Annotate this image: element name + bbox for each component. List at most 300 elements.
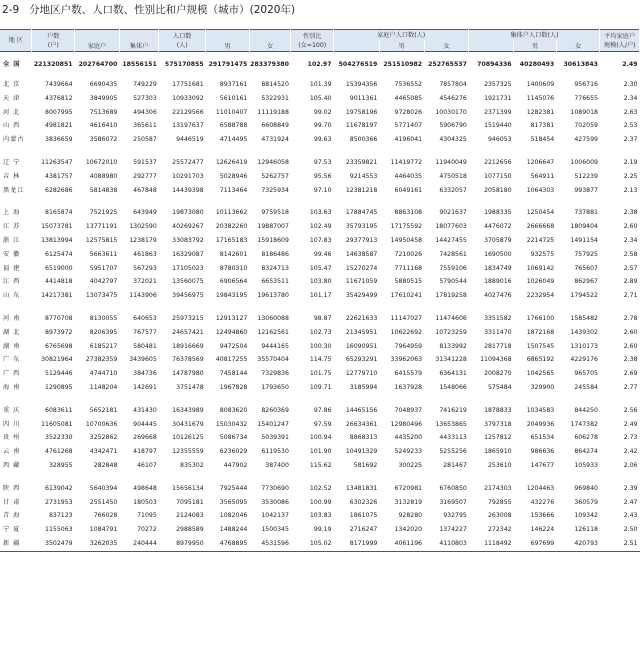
table-cell: 965705 bbox=[574, 370, 598, 378]
region-name: 西 藏 bbox=[3, 461, 21, 469]
table-cell: 26634361 bbox=[345, 420, 378, 428]
table-cell: 12355559 bbox=[172, 448, 204, 456]
table-cell: 6588788 bbox=[219, 122, 248, 130]
table-cell: 202764700 bbox=[78, 61, 118, 68]
region-name: 河 北 bbox=[3, 108, 21, 116]
table-cell: 864274 bbox=[574, 448, 598, 456]
table-cell: 13560075 bbox=[172, 278, 204, 286]
table-cell: 518454 bbox=[530, 136, 555, 144]
table-cell: 1865910 bbox=[484, 448, 512, 456]
table-cell: 12381218 bbox=[345, 186, 378, 194]
table-cell: 3502479 bbox=[45, 539, 73, 547]
table-cell: 115.62 bbox=[309, 461, 332, 469]
table-cell: 3311470 bbox=[484, 328, 512, 336]
table-cell: 282848 bbox=[93, 461, 118, 469]
table-cell: 4714495 bbox=[219, 136, 248, 144]
header-households: 户数 (户) bbox=[32, 30, 75, 52]
table-cell: 6906564 bbox=[219, 278, 248, 286]
table-cell: 13073475 bbox=[85, 292, 118, 300]
table-cell: 2.56 bbox=[623, 406, 638, 414]
table-row bbox=[0, 381, 640, 395]
table-cell: 3132819 bbox=[394, 498, 423, 506]
table-cell: 15918609 bbox=[257, 236, 289, 244]
table-cell: 6865192 bbox=[526, 356, 555, 364]
header-avg-household-size: 平均家庭户 规模(人/户) bbox=[600, 30, 640, 52]
row-spacer bbox=[0, 395, 640, 404]
region-name: 河 南 bbox=[3, 314, 21, 322]
table-cell: 4088980 bbox=[89, 172, 118, 180]
header-family-total bbox=[334, 41, 380, 52]
spacer-cell bbox=[0, 303, 640, 312]
table-cell: 2371399 bbox=[484, 108, 512, 116]
region-name: 安 徽 bbox=[3, 250, 21, 258]
table-cell: 3351582 bbox=[484, 314, 512, 322]
table-cell: 9021637 bbox=[439, 209, 467, 217]
table-cell: 6282686 bbox=[45, 186, 73, 194]
table-cell: 6332057 bbox=[439, 186, 467, 194]
table-cell: 18077603 bbox=[435, 223, 467, 231]
table-cell: 564911 bbox=[530, 172, 555, 180]
table-cell: 4744710 bbox=[89, 370, 118, 378]
table-cell: 263008 bbox=[488, 512, 512, 520]
header-family-households: 家庭户 bbox=[75, 41, 120, 52]
table-cell: 8937161 bbox=[219, 81, 248, 88]
region-name: 广 东 bbox=[3, 356, 21, 364]
table-cell: 1500345 bbox=[261, 526, 289, 534]
table-cell: 102.49 bbox=[309, 223, 332, 231]
table-cell: 365611 bbox=[133, 122, 157, 130]
table-cell: 986636 bbox=[530, 448, 555, 456]
table-cell: 99.02 bbox=[313, 108, 332, 116]
table-cell: 269668 bbox=[133, 434, 157, 442]
table-cell: 432276 bbox=[530, 498, 555, 506]
table-cell: 105.47 bbox=[309, 264, 332, 272]
table-cell: 4531596 bbox=[261, 539, 289, 547]
table-cell: 2.51 bbox=[623, 539, 638, 547]
table-row bbox=[0, 445, 640, 459]
table-cell: 272342 bbox=[488, 526, 512, 534]
table-cell: 2731953 bbox=[45, 498, 73, 506]
table-cell: 2.49 bbox=[623, 420, 638, 428]
region-name: 辽 宁 bbox=[3, 158, 21, 166]
table-cell: 5814838 bbox=[89, 186, 118, 194]
table-cell: 1064303 bbox=[526, 186, 555, 194]
table-cell: 15401247 bbox=[257, 420, 289, 428]
table-cell: 153666 bbox=[530, 512, 555, 520]
table-cell: 14439398 bbox=[172, 186, 204, 194]
table-cell: 245584 bbox=[574, 383, 598, 391]
table-cell: 2.42 bbox=[623, 448, 638, 456]
table-cell: 792855 bbox=[488, 498, 512, 506]
table-cell: 33083792 bbox=[172, 236, 204, 244]
table-row bbox=[0, 509, 640, 523]
table-cell: 835302 bbox=[180, 461, 204, 469]
table-cell: 2232954 bbox=[526, 292, 555, 300]
table-cell: 3530086 bbox=[261, 498, 289, 506]
table-cell: 3262035 bbox=[89, 539, 118, 547]
table-cell: 114.75 bbox=[309, 356, 332, 364]
table-cell: 253610 bbox=[488, 461, 512, 469]
table-cell: 10030170 bbox=[435, 108, 467, 116]
table-cell: 7095181 bbox=[176, 498, 204, 506]
table-cell: 46107 bbox=[137, 461, 157, 469]
table-cell: 2.60 bbox=[623, 223, 638, 231]
table-cell: 4381757 bbox=[45, 172, 73, 180]
table-cell: 702059 bbox=[574, 122, 598, 130]
table-cell: 461863 bbox=[133, 250, 157, 258]
table-cell: 40817255 bbox=[215, 356, 248, 364]
table-cell: 2.30 bbox=[623, 81, 638, 88]
table-cell: 1042137 bbox=[261, 512, 289, 520]
table-cell: 1988335 bbox=[484, 209, 512, 217]
table-cell: 2.77 bbox=[623, 383, 638, 391]
table-cell: 427599 bbox=[574, 136, 598, 144]
table-cell: 2.38 bbox=[623, 209, 638, 217]
table-cell: 10622692 bbox=[390, 328, 423, 336]
table-cell: 360579 bbox=[574, 498, 598, 506]
table-cell: 766028 bbox=[93, 512, 118, 520]
table-cell: 24657421 bbox=[172, 328, 204, 336]
table-cell: 6049161 bbox=[394, 186, 423, 194]
header-family-female: 女 bbox=[424, 41, 469, 52]
table-cell: 11671059 bbox=[345, 278, 378, 286]
table-cell: 1082046 bbox=[219, 512, 248, 520]
table-cell: 329900 bbox=[530, 383, 555, 391]
table-cell: 99.46 bbox=[313, 250, 332, 258]
table-cell: 35793195 bbox=[345, 223, 378, 231]
table-cell: 10933092 bbox=[172, 94, 204, 102]
table-cell: 387400 bbox=[265, 461, 289, 469]
table-cell: 2.69 bbox=[623, 370, 638, 378]
table-cell: 99.70 bbox=[313, 122, 332, 130]
table-cell: 1861075 bbox=[349, 512, 378, 520]
table-cell: 40269267 bbox=[172, 223, 204, 231]
region-name: 上 海 bbox=[3, 209, 21, 217]
table-cell: 101.75 bbox=[309, 370, 332, 378]
table-cell: 5255256 bbox=[439, 448, 467, 456]
table-cell: 2.63 bbox=[623, 108, 638, 116]
table-cell: 6119530 bbox=[261, 448, 289, 456]
table-cell: 498648 bbox=[133, 484, 157, 492]
table-cell: 14217381 bbox=[41, 292, 73, 300]
table-cell: 5951707 bbox=[89, 264, 118, 272]
table-cell: 146224 bbox=[530, 526, 555, 534]
table-cell: 1250454 bbox=[526, 209, 555, 217]
table-cell: 8868313 bbox=[349, 434, 378, 442]
table-cell: 10672010 bbox=[85, 158, 118, 166]
table-cell: 11094368 bbox=[480, 356, 512, 364]
table-cell: 15656134 bbox=[172, 484, 204, 492]
table-cell: 2.58 bbox=[623, 250, 638, 258]
table-cell: 6415579 bbox=[394, 370, 423, 378]
region-name: 内蒙古 bbox=[3, 136, 25, 144]
table-cell: 12626419 bbox=[215, 158, 248, 166]
table-cell: 2.39 bbox=[623, 484, 638, 492]
table-row bbox=[0, 496, 640, 510]
table-cell: 2.89 bbox=[623, 278, 638, 286]
table-cell: 1488244 bbox=[219, 526, 248, 534]
region-name: 黑龙江 bbox=[3, 186, 25, 194]
table-cell: 1967828 bbox=[219, 383, 248, 391]
table-cell: 7711168 bbox=[394, 264, 423, 272]
table-cell: 14950458 bbox=[390, 236, 423, 244]
table-cell: 101.17 bbox=[309, 292, 332, 300]
table-cell: 13771191 bbox=[85, 223, 118, 231]
table-cell: 4465085 bbox=[394, 94, 423, 102]
table-cell: 1204463 bbox=[526, 484, 555, 492]
table-row bbox=[0, 459, 640, 473]
table-cell: 35570404 bbox=[257, 356, 289, 364]
table-cell: 7458144 bbox=[219, 370, 248, 378]
table-cell: 7416219 bbox=[439, 406, 467, 414]
table-cell: 4196041 bbox=[394, 136, 423, 144]
table-cell: 8142601 bbox=[219, 250, 248, 258]
table-cell: 8083620 bbox=[219, 406, 248, 414]
table-cell: 22129566 bbox=[172, 108, 204, 116]
table-cell: 1155063 bbox=[45, 526, 73, 534]
table-row bbox=[0, 92, 640, 106]
table-cell: 749229 bbox=[133, 81, 157, 88]
table-cell: 103.80 bbox=[309, 278, 332, 286]
table-cell: 328955 bbox=[48, 461, 73, 469]
table-cell: 22621633 bbox=[345, 314, 378, 322]
table-cell: 8979950 bbox=[176, 539, 204, 547]
table-cell: 4061196 bbox=[394, 539, 423, 547]
table-cell: 1507545 bbox=[526, 342, 555, 350]
table-cell: 8186486 bbox=[261, 250, 289, 258]
region-name: 福 建 bbox=[3, 264, 21, 272]
table-cell: 447902 bbox=[223, 461, 248, 469]
table-cell: 5262757 bbox=[261, 172, 289, 180]
table-cell: 8133992 bbox=[439, 342, 467, 350]
region-name: 云 南 bbox=[3, 448, 21, 456]
table-cell: 6760850 bbox=[439, 484, 467, 492]
header-sex-ratio: 性别比 (女=100) bbox=[291, 30, 334, 52]
table-cell: 1006009 bbox=[570, 158, 598, 166]
region-name: 天 津 bbox=[3, 94, 21, 102]
table-cell: 4981821 bbox=[45, 122, 73, 130]
table-row bbox=[0, 340, 640, 354]
table-cell: 21345951 bbox=[345, 328, 378, 336]
table-cell: 581692 bbox=[353, 461, 378, 469]
table-cell: 8171999 bbox=[349, 539, 378, 547]
table-cell: 643949 bbox=[133, 209, 157, 217]
header-collective-population: 集体户人口数(人) bbox=[469, 30, 600, 42]
table-cell: 494306 bbox=[133, 108, 157, 116]
table-cell: 15073781 bbox=[41, 223, 73, 231]
table-cell: 928280 bbox=[398, 512, 423, 520]
table-cell: 1889016 bbox=[484, 278, 512, 286]
table-number: 2-9 bbox=[2, 4, 20, 16]
table-cell: 651534 bbox=[530, 434, 555, 442]
table-cell: 5086734 bbox=[219, 434, 248, 442]
table-cell: 956716 bbox=[574, 81, 598, 88]
table-cell: 7857804 bbox=[439, 81, 467, 88]
table-cell: 100.94 bbox=[309, 434, 332, 442]
table-cell: 99.63 bbox=[313, 136, 332, 144]
table-cell: 2.06 bbox=[623, 461, 638, 469]
header-family-male: 男 bbox=[379, 41, 424, 52]
table-cell: 4750518 bbox=[439, 172, 467, 180]
table-cell: 1342020 bbox=[394, 526, 423, 534]
table-cell: 6125474 bbox=[45, 250, 73, 258]
header-collective-total bbox=[469, 41, 514, 52]
header-blank bbox=[75, 30, 120, 42]
table-cell: 30431679 bbox=[172, 420, 204, 428]
table-cell: 2.19 bbox=[623, 158, 638, 166]
table-cell: 1637928 bbox=[394, 383, 423, 391]
table-cell: 1084791 bbox=[89, 526, 118, 534]
table-cell: 14465156 bbox=[345, 406, 378, 414]
table-cell: 6519000 bbox=[45, 264, 73, 272]
table-cell: 97.10 bbox=[313, 186, 332, 194]
table-cell: 7513689 bbox=[89, 108, 118, 116]
table-cell: 4110803 bbox=[439, 539, 467, 547]
table-cell: 1439302 bbox=[570, 328, 598, 336]
spacer-cell bbox=[0, 395, 640, 404]
table-row bbox=[0, 184, 640, 198]
table-row bbox=[0, 431, 640, 445]
region-name: 宁 夏 bbox=[3, 526, 21, 534]
region-name: 江 苏 bbox=[3, 223, 21, 231]
table-cell: 7559106 bbox=[439, 264, 467, 272]
table-row bbox=[0, 523, 640, 537]
table-cell: 252765537 bbox=[428, 61, 467, 68]
table-cell: 1834749 bbox=[484, 264, 512, 272]
table-cell: 107.83 bbox=[309, 236, 332, 244]
table-cell: 1400609 bbox=[526, 81, 555, 88]
table-cell: 6653511 bbox=[261, 278, 289, 286]
table-cell: 2.25 bbox=[623, 172, 638, 180]
table-cell: 3252862 bbox=[89, 434, 118, 442]
header-collective-female: 女 bbox=[556, 41, 600, 52]
table-cell: 1809404 bbox=[570, 223, 598, 231]
table-cell: 1238179 bbox=[129, 236, 157, 244]
table-cell: 19843195 bbox=[215, 292, 248, 300]
row-spacer bbox=[0, 473, 640, 482]
table-cell: 13481831 bbox=[345, 484, 378, 492]
table-cell: 39456975 bbox=[172, 292, 204, 300]
table-cell: 1206647 bbox=[526, 158, 555, 166]
table-cell: 100.30 bbox=[309, 342, 332, 350]
table-cell: 17105023 bbox=[172, 264, 204, 272]
table-cell: 283379380 bbox=[250, 61, 289, 68]
table-cell: 97.86 bbox=[313, 406, 332, 414]
table-row bbox=[0, 312, 640, 326]
table-cell: 4616410 bbox=[89, 122, 118, 130]
table-cell: 969840 bbox=[574, 484, 598, 492]
table-cell: 2.38 bbox=[623, 356, 638, 364]
table-cell: 14787980 bbox=[172, 370, 204, 378]
table-cell: 1026049 bbox=[526, 278, 555, 286]
table-cell: 4546276 bbox=[439, 94, 467, 102]
table-cell: 7439664 bbox=[45, 81, 73, 88]
table-title bbox=[2, 2, 295, 17]
table-row bbox=[0, 234, 640, 248]
table-cell: 5663611 bbox=[89, 250, 118, 258]
table-cell: 103.63 bbox=[309, 209, 332, 217]
table-row bbox=[0, 326, 640, 340]
table-cell: 1548066 bbox=[439, 383, 467, 391]
table-cell: 17175592 bbox=[390, 223, 423, 231]
table-cell: 6364131 bbox=[439, 370, 467, 378]
table-cell: 4342471 bbox=[89, 448, 118, 456]
table-row bbox=[0, 170, 640, 184]
table-cell: 1143906 bbox=[129, 292, 157, 300]
table-cell: 25973215 bbox=[172, 314, 204, 322]
table-row bbox=[0, 289, 640, 303]
table-cell: 8500366 bbox=[349, 136, 378, 144]
table-cell: 142691 bbox=[133, 383, 157, 391]
table-cell: 765607 bbox=[574, 264, 598, 272]
table-cell: 575170855 bbox=[164, 61, 204, 68]
table-cell: 4768895 bbox=[219, 539, 248, 547]
table-cell: 12913127 bbox=[215, 314, 248, 322]
table-cell: 30821964 bbox=[41, 356, 73, 364]
table-cell: 2.34 bbox=[623, 236, 638, 244]
header-blank bbox=[249, 30, 291, 42]
table-cell: 5790544 bbox=[439, 278, 467, 286]
table-cell: 101.90 bbox=[309, 448, 332, 456]
table-cell: 580481 bbox=[133, 342, 157, 350]
table-cell: 527303 bbox=[133, 94, 157, 102]
table-cell: 10491329 bbox=[345, 448, 378, 456]
table-cell: 8770708 bbox=[45, 314, 73, 322]
table-cell: 2666668 bbox=[526, 223, 555, 231]
table-cell: 4731924 bbox=[261, 136, 289, 144]
table-cell: 6690435 bbox=[89, 81, 118, 88]
table-cell: 6765698 bbox=[45, 342, 73, 350]
table-cell: 11119188 bbox=[257, 108, 289, 116]
table-cell: 1793650 bbox=[261, 383, 289, 391]
table-cell: 97.59 bbox=[313, 420, 332, 428]
table-cell: 844250 bbox=[574, 406, 598, 414]
table-cell: 13197637 bbox=[172, 122, 204, 130]
table-cell: 99.19 bbox=[313, 526, 332, 534]
table-cell: 147677 bbox=[530, 461, 555, 469]
region-name: 甘 肃 bbox=[3, 498, 21, 506]
table-cell: 7428561 bbox=[439, 250, 467, 258]
table-cell: 1766100 bbox=[526, 314, 555, 322]
table-row bbox=[0, 133, 640, 147]
table-cell: 102.52 bbox=[309, 484, 332, 492]
region-name: 陕 西 bbox=[3, 484, 21, 492]
table-cell: 15394356 bbox=[345, 81, 378, 88]
table-cell: 300225 bbox=[398, 461, 423, 469]
table-title-text: 分地区户数、人口数、性别比和户规模（城市）(2020年) bbox=[29, 4, 296, 16]
table-cell: 1872168 bbox=[526, 328, 555, 336]
row-spacer bbox=[0, 303, 640, 312]
table-cell: 946053 bbox=[488, 136, 512, 144]
table-cell: 11010407 bbox=[215, 108, 248, 116]
table-cell: 3586072 bbox=[89, 136, 118, 144]
table-cell: 65293291 bbox=[345, 356, 378, 364]
table-cell: 7325934 bbox=[261, 186, 289, 194]
table-cell: 1118492 bbox=[484, 539, 512, 547]
table-cell: 292777 bbox=[133, 172, 157, 180]
table-cell: 817381 bbox=[530, 122, 555, 130]
table-cell: 2008270 bbox=[484, 370, 512, 378]
table-cell: 5652181 bbox=[89, 406, 118, 414]
table-cell: 3169507 bbox=[439, 498, 467, 506]
table-cell: 2049936 bbox=[526, 420, 555, 428]
table-cell: 17884745 bbox=[345, 209, 378, 217]
table-cell: 7113464 bbox=[219, 186, 248, 194]
table-row-national bbox=[0, 52, 640, 79]
table-cell: 640653 bbox=[133, 314, 157, 322]
table-cell: 6302326 bbox=[349, 498, 378, 506]
row-spacer bbox=[0, 197, 640, 206]
